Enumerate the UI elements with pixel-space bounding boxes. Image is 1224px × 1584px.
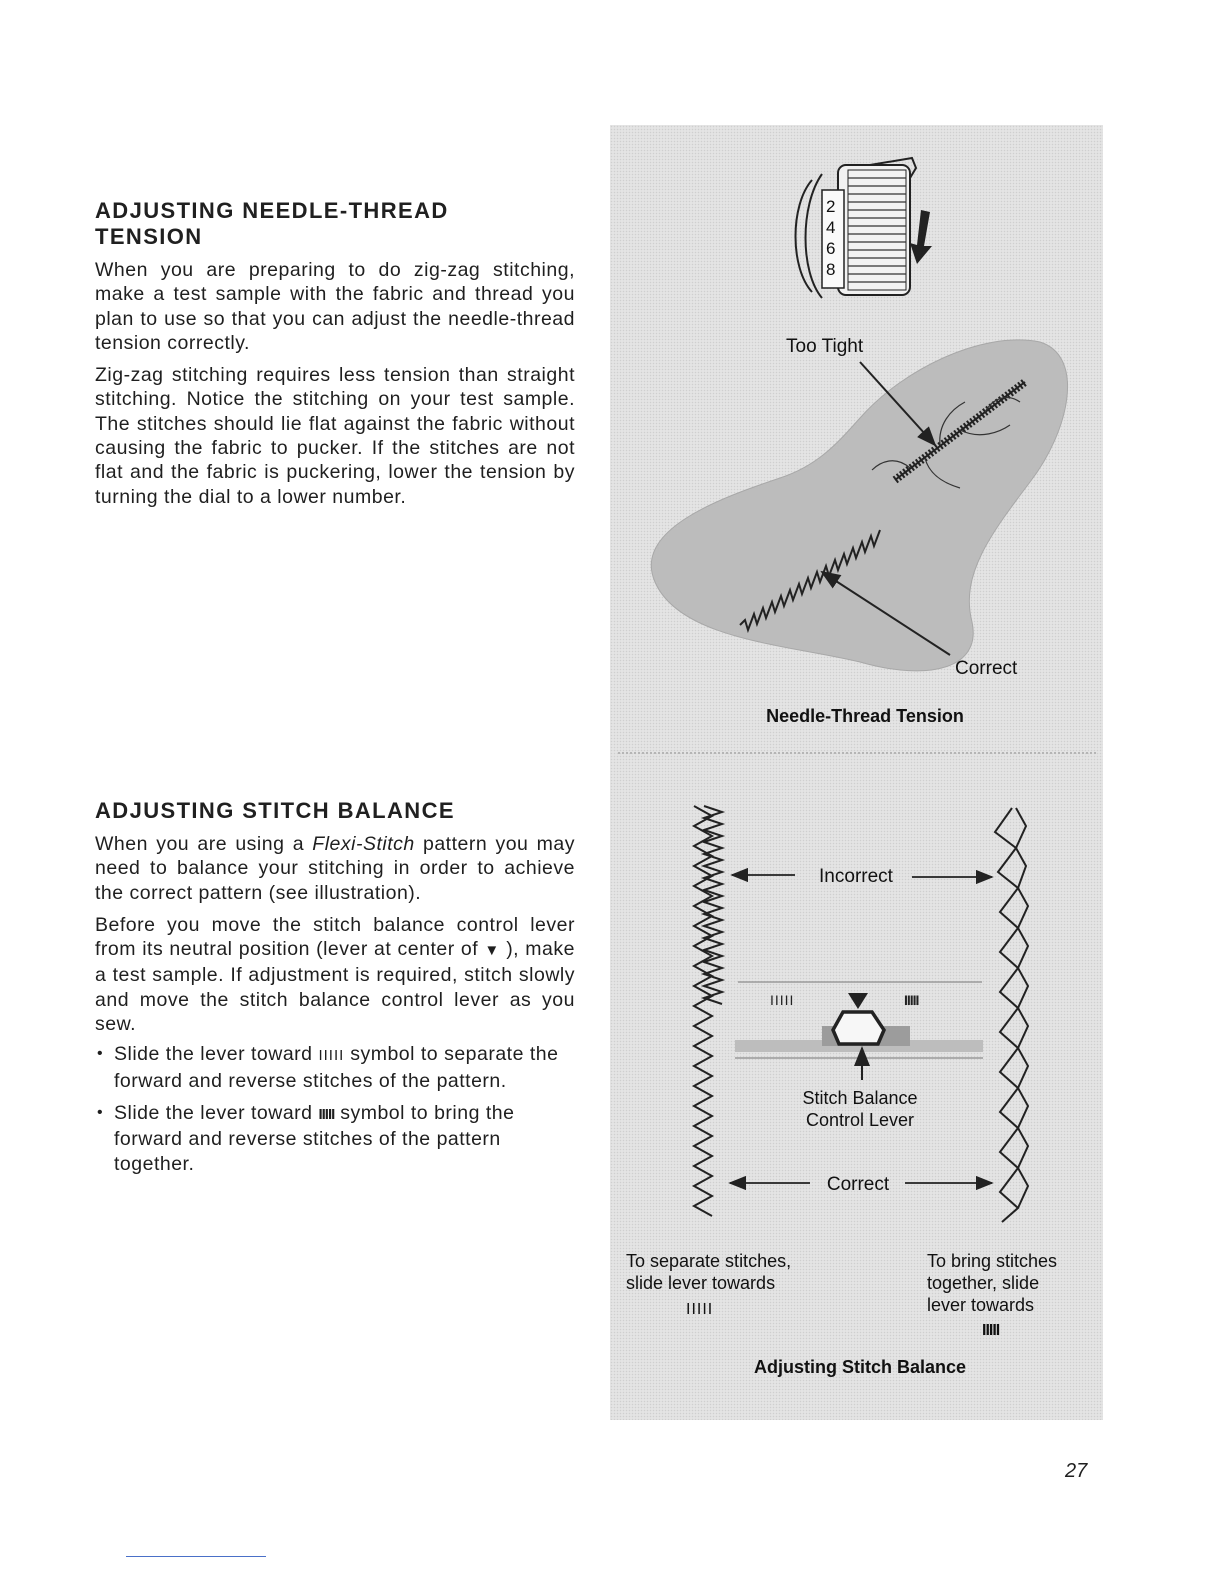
tension-dial-icon [796, 158, 933, 298]
caption-needle-thread-tension: Needle-Thread Tension [766, 706, 964, 726]
right-note-line2: together, slide [927, 1273, 1040, 1293]
dial-number-4: 4 [826, 218, 836, 237]
correct-stitch-column [995, 808, 1028, 1222]
neutral-triangle-symbol: ▼ [484, 942, 500, 960]
neutral-marker-icon [848, 993, 868, 1009]
right-note-line3: lever towards [927, 1295, 1035, 1315]
dial-number-2: 2 [826, 197, 836, 216]
tension-heading-line1: ADJUSTING NEEDLE-THREAD [95, 198, 449, 223]
turn-direction-arrow-icon [910, 210, 932, 264]
flexi-stitch-term: Flexi-Stitch [312, 833, 415, 855]
balance-paragraph-2: Before you move the stitch balance control lever from its neutral position (lever at center of ▼ ), make a test sample. If adjustment is required, stitch slowly and move the stitch balance control lever as you sew. [95, 913, 575, 1036]
left-note-line1: To separate stitches, [626, 1251, 792, 1271]
label-correct-tension: Correct [955, 658, 1018, 679]
symbol-separate-left: IIIII [770, 992, 795, 1008]
label-incorrect: Incorrect [819, 866, 893, 887]
label-correct-balance: Correct [826, 1174, 890, 1195]
right-note-symbol: IIIII [982, 1322, 1000, 1339]
separate-symbol: IIIII [318, 1047, 345, 1065]
footer-rule [126, 1556, 266, 1557]
bullet-bring-together: • Slide the lever toward IIIII symbol to bring the forward and reverse stitches of the pattern together. [95, 1101, 575, 1176]
left-note-symbol: IIIII [686, 1301, 714, 1318]
lever-label-line2: Control Lever [805, 1110, 915, 1130]
tension-paragraph-2: Zig-zag stitching requires less tension than straight stitching. Notice the stitching on your test sample. The stitches should lie flat against the fabric without causing the fabric to pucker. If the stitches are not flat and the fabric is puckering, lower the tension by turning the dial to a lower number. [95, 364, 575, 508]
right-note-line1: To bring stitches [927, 1251, 1058, 1271]
caption-adjusting-stitch-balance: Adjusting Stitch Balance [753, 1357, 967, 1377]
label-too-tight: Too Tight [786, 336, 864, 357]
dial-number-6: 6 [826, 239, 836, 258]
lever-label-line1: Stitch Balance [802, 1088, 918, 1108]
bullet-separate: • Slide the lever toward IIIII symbol to separate the forward and reverse stitches of the pattern. [95, 1042, 575, 1093]
balance-heading: ADJUSTING STITCH BALANCE [95, 798, 455, 823]
tension-heading-line2: TENSION [95, 224, 203, 249]
symbol-together-right: IIIII [904, 992, 919, 1008]
together-symbol: IIIII [318, 1105, 335, 1123]
dial-number-8: 8 [826, 260, 836, 279]
tension-paragraph-1: When you are preparing to do zig-zag stitching, make a test sample with the fabric and thread you plan to use so that you can adjust the needle-thread tension correctly. [95, 259, 575, 354]
fabric-sample [651, 340, 1067, 671]
incorrect-stitch-column [694, 806, 722, 1216]
page-number: 27 [1065, 1460, 1088, 1482]
left-note-line2: slide lever towards [626, 1273, 776, 1293]
balance-paragraph-1: When you are using a Flexi-Stitch pattern you may need to balance your stitching in order to achieve the correct pattern (see illustration). [95, 833, 575, 904]
